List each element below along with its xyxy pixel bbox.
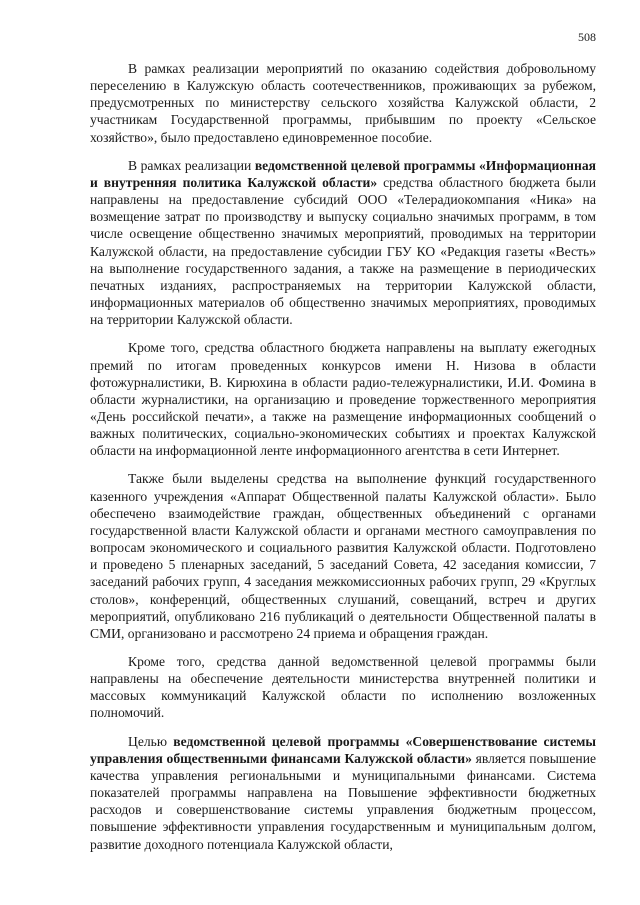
paragraph-text: Кроме того, средства данной ведомственной целевой программы были направлены на обеспечение деятельности министерства внутренней политики и массовых коммуникаций Калужской области по исполнению возложенных полномочий. <box>90 654 596 721</box>
paragraph-public-chamber <box>90 470 596 642</box>
paragraph-information-policy-program <box>90 157 596 329</box>
page-number: 508 <box>578 30 596 44</box>
paragraph-text: является повышение качества управления региональными и муниципальными финансами. Система показателей программы направлена на Повышение эффективности бюджетных расходов и совершенствование системы управления бюджетным процессом, повышение эффективности управления государственным и муниципальным долгом, развитие доходного потенциала Калужской области, <box>90 750 597 852</box>
paragraph-public-finance-program <box>90 733 596 853</box>
paragraph-text: В рамках реализации мероприятий по оказанию содействия добровольному переселению в Калужскую область соотечественников, проживающих за рубежом, предусмотренных по министерству сельского хозяйства Калужской области, 2 участникам Государственной программы, прибывшим по проекту «Сельское хозяйство», было предоставлено единовременное пособие. <box>90 61 596 145</box>
paragraph-text: Кроме того, средства областного бюджета направлены на выплату ежегодных премий по итогам проведенных конкурсов имени Н. Низова в области фотожурналистики, В. Кирюхина в области радио-тележурналистики, И.И. Фомина в области журналистики, на организацию и проведение торжественного мероприятия «День российской печати», а также на размещение информационных сообщений о важных политических, социально-экономических событиях и проектах Калужской области на информационной ленте информационного агентства в сети Интернет. <box>90 340 596 459</box>
paragraph-text: Также были выделены средства на выполнение функций государственного казенного учреждения «Аппарат Общественной палаты Калужской области». Было обеспечено взаимодействие граждан, общественных объединений с органами государственной власти Калужской области и органами местного самоуправления по вопросам экономического и социального развития Калужской области. Подготовлено и проведено 5 пленарных заседаний, 5 заседаний Совета, 42 заседания комиссии, 7 заседаний рабочих групп, 4 заседания межкомиссионных рабочих групп, 29 «Круглых столов», конференций, общественных слушаний, совещаний, встреч и других мероприятий, опубликовано 216 публикаций о деятельности Общественной палаты в СМИ, организовано и рассмотрено 24 приема и обращения граждан. <box>90 471 596 641</box>
paragraph-ministry-activity <box>90 653 596 722</box>
program-name-bold: ведомственной целевой программы «Информационная и внутренняя политика Калужской области» <box>90 157 596 190</box>
paragraph-text: Целью <box>128 733 174 749</box>
paragraph-journalism-prizes <box>90 339 596 459</box>
document-body <box>90 60 596 864</box>
program-name-bold: ведомственной целевой программы «Совершенствование системы управления общественными финансами Калужской области» <box>90 733 597 766</box>
paragraph-resettlement <box>90 60 596 146</box>
paragraph-text: средства областного бюджета были направлены на предоставление субсидий ООО «Телерадиокомпания «Ника» на возмещение затрат по производству и выпуску социально значимых программ, в том числе освещение общественно значимых мероприятий, проводимых на территории Калужской области, на предоставление субсидии ГБУ КО «Редакция газеты «Весть» на выполнение государственного задания, а также на размещение в периодических печатных изданиях, распространяемых на территории Калужской области, информационных материалов об общественно значимых мероприятиях, проводимых на территории Калужской области. <box>90 174 596 328</box>
paragraph-text: В рамках реализации <box>128 157 255 173</box>
